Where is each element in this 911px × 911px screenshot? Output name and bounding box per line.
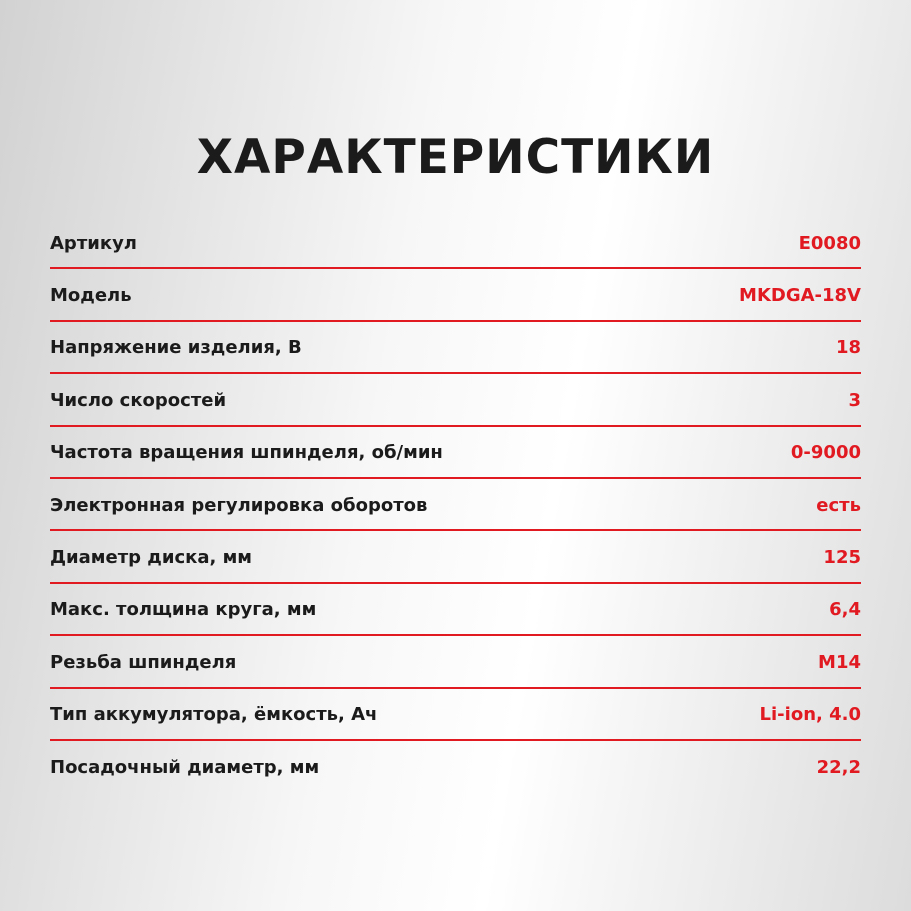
spec-row-disc-thickness — [50, 584, 861, 636]
spec-label: Макс. толщина круга, мм — [50, 599, 317, 621]
spec-label: Диаметр диска, мм — [50, 547, 253, 569]
spec-value: 22,2 — [816, 756, 861, 778]
spec-value: 3 — [848, 389, 861, 411]
spec-row-article — [50, 217, 861, 269]
spec-label: Частота вращения шпинделя, об/мин — [50, 442, 443, 464]
spec-label: Тип аккумулятора, ёмкость, Ач — [50, 704, 378, 726]
spec-label: Модель — [50, 285, 132, 307]
spec-row-battery — [50, 689, 861, 741]
spec-row-speeds — [50, 374, 861, 426]
spec-label: Резьба шпинделя — [50, 651, 237, 673]
spec-value: 0-9000 — [790, 442, 861, 464]
spec-row-rpm — [50, 427, 861, 479]
spec-row-voltage — [50, 322, 861, 374]
spec-value: E0080 — [798, 232, 861, 254]
spec-value: 18 — [835, 337, 861, 359]
spec-row-spindle-thread — [50, 636, 861, 688]
spec-label: Артикул — [50, 232, 137, 254]
page-title: ХАРАКТЕРИСТИКИ — [196, 130, 715, 185]
spec-row-disc-diameter — [50, 531, 861, 583]
spec-value: Li-ion, 4.0 — [759, 704, 861, 726]
spec-label: Число скоростей — [50, 389, 227, 411]
spec-row-electronic-control — [50, 479, 861, 531]
spec-value: есть — [816, 494, 861, 516]
spec-row-model — [50, 269, 861, 321]
spec-value: MKDGA-18V — [739, 285, 861, 307]
spec-label: Электронная регулировка оборотов — [50, 494, 428, 516]
specs-table — [50, 217, 861, 793]
spec-row-bore-diameter — [50, 741, 861, 793]
spec-value: 125 — [823, 547, 861, 569]
spec-label: Напряжение изделия, В — [50, 337, 302, 359]
spec-value: M14 — [818, 651, 861, 673]
spec-value: 6,4 — [829, 599, 861, 621]
spec-label: Посадочный диаметр, мм — [50, 756, 320, 778]
